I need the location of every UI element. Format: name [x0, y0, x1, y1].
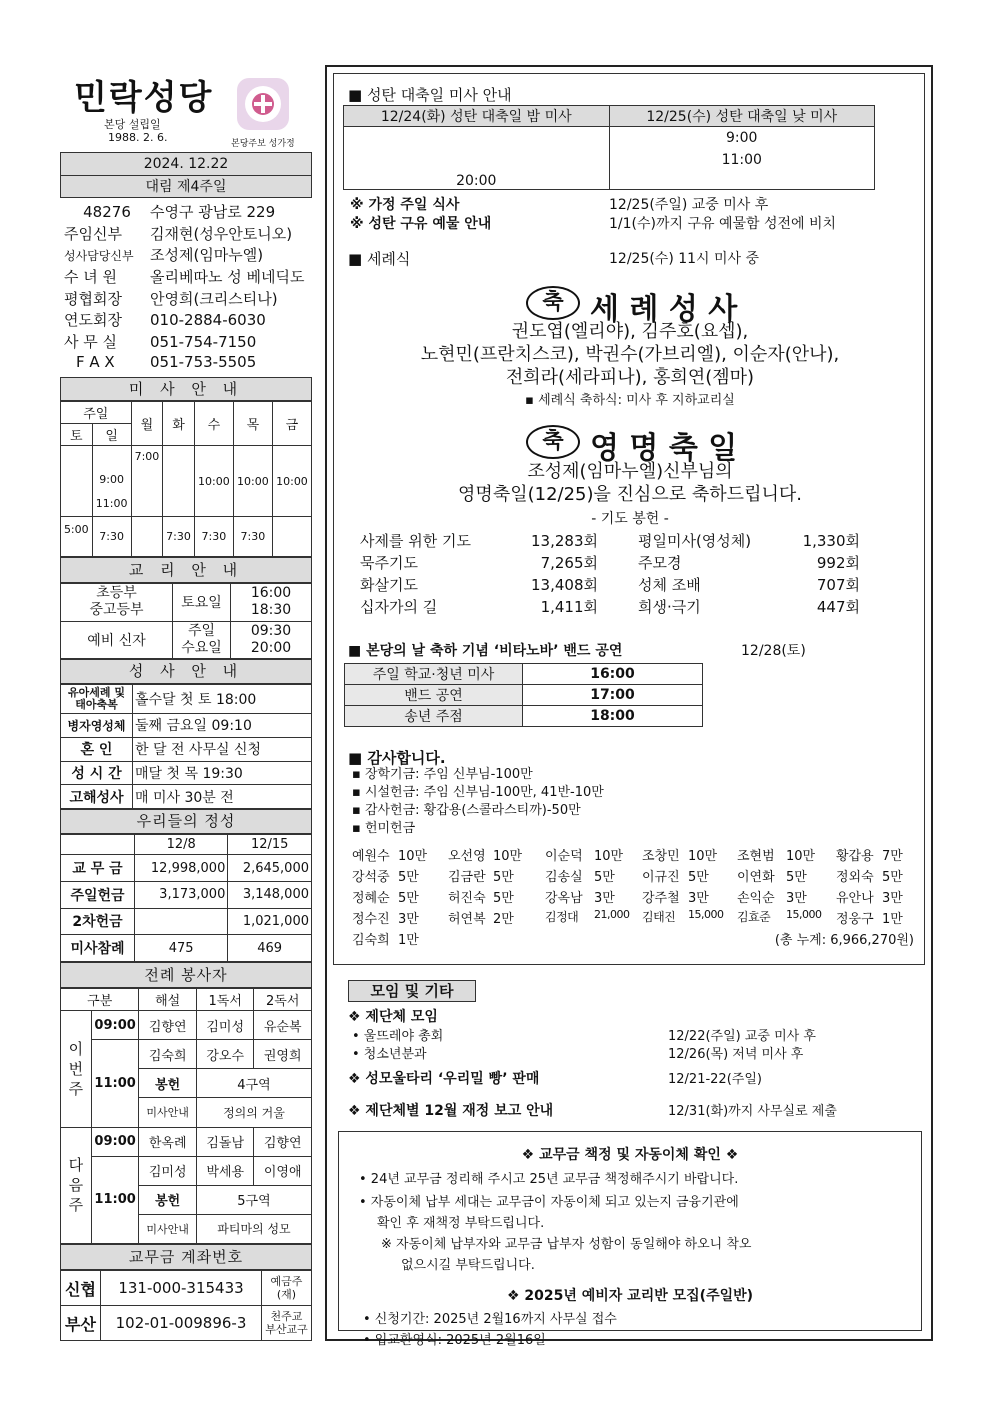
- sacrament-name: 고해성사: [61, 785, 133, 809]
- server-name: 강오수: [196, 1040, 254, 1069]
- mon-mass: 7:00: [131, 446, 163, 516]
- band-event: 밴드 공연: [345, 685, 523, 706]
- offering-type: 주일헌금: [61, 881, 135, 908]
- donor-name: 허연복: [448, 912, 486, 927]
- sat-evening-mass: 5:00: [61, 516, 93, 556]
- donor-name: 김송실: [545, 870, 583, 885]
- donor-name: 손익순: [737, 891, 775, 906]
- band-schedule-table: [344, 663, 703, 727]
- account-owner: 예금주 (재): [262, 1271, 312, 1306]
- servers-table: [60, 988, 312, 1244]
- donor-name: 오선영: [448, 849, 486, 864]
- servers-header: 전례 봉사자: [60, 962, 312, 988]
- account-number: 102-01-009896-3: [101, 1306, 262, 1341]
- server-name: 이영애: [254, 1156, 312, 1185]
- donor-name: 조현범: [737, 849, 775, 864]
- donor-name: 정수진: [352, 912, 390, 927]
- sacrament-name: 혼 인: [61, 737, 133, 761]
- group-meetings-title: ❖ 제단체 모임: [348, 1009, 438, 1025]
- bank-name: 부산: [61, 1306, 101, 1341]
- servers-time: 09:00: [91, 1011, 139, 1040]
- this-week-label: 이 번 주: [61, 1011, 92, 1127]
- finance-report-date: 12/31(화)까지 사무실로 제출: [668, 1104, 837, 1119]
- wed-header: 수: [194, 402, 233, 446]
- info-row: F A X 051-753-5505: [76, 352, 257, 371]
- usher-group: 파티마의 성모: [196, 1214, 311, 1243]
- sacrament-name: 병자영성체: [61, 714, 133, 738]
- baptism-heading: 세 례 성 사: [590, 292, 738, 327]
- catechism-time: 16:00 18:30: [231, 584, 312, 622]
- donor-row: [352, 908, 916, 929]
- sacrament-name: 유아세례 및 태아축복: [61, 685, 133, 714]
- thanks-item: ▪ 시설헌금: 주임 신부님-100만, 41반-10만: [352, 785, 604, 800]
- catechism-group: 예비 신자: [61, 621, 173, 659]
- prayer-offering-label: - 기도 봉헌 -: [591, 511, 669, 527]
- sacrament-detail: 둘째 금요일 09:10: [133, 714, 312, 738]
- donor-amount: 10만: [493, 849, 523, 864]
- catechism-day: 주일 수요일: [173, 621, 231, 659]
- note-family-meal: ※ 가정 주일 식사: [350, 197, 460, 213]
- thu-mass: 10:00: [233, 446, 272, 516]
- donor-name: 김금란: [448, 870, 486, 885]
- donor-amount: 7만: [882, 849, 903, 864]
- baptism-note: ▪ 세례식 축하식: 미사 후 지하교리실: [525, 393, 735, 408]
- info-row: 연도회장 010-2884-6030: [64, 311, 266, 330]
- catechumen-line: • 신청기간: 2025년 2월16까지 사무실 접수: [363, 1312, 617, 1327]
- info-row: 성사담당신부 조성제(임마누엘): [64, 246, 264, 265]
- donor-name: 정외숙: [836, 870, 874, 885]
- band-title: ■ 본당의 날 축하 기념 ‘비타노바’ 밴드 공연: [348, 643, 623, 659]
- account-header: 교무금 계좌번호: [60, 1244, 312, 1270]
- offertory-group: 4구역: [196, 1069, 311, 1098]
- band-time: 17:00: [523, 685, 703, 706]
- donor-amount: 5만: [493, 870, 514, 885]
- catechism-group: 초등부 중고등부: [61, 584, 173, 622]
- donor-amount: 15,000: [688, 908, 724, 921]
- donation-total: (총 누계: 6,966,270원): [774, 933, 914, 948]
- thanks-list: [352, 766, 604, 838]
- tue-evening-mass: 7:30: [163, 516, 195, 556]
- donor-name: 강석중: [352, 870, 390, 885]
- sun-header: 일: [92, 424, 131, 446]
- usher-label: 미사안내: [139, 1214, 197, 1243]
- mon-header: 월: [131, 402, 163, 446]
- meeting-item: • 청소년분과: [352, 1047, 427, 1062]
- info-row: 48276 수영구 광남로 229: [83, 203, 276, 221]
- donor-amount: 5만: [594, 870, 615, 885]
- servers-col: 해설: [139, 989, 197, 1011]
- band-event: 송년 주점: [345, 706, 523, 727]
- note-manger-detail: 1/1(수)까지 구유 예물함 성전에 비치: [609, 216, 837, 232]
- baptism-names-line: 전희라(세라피나), 홍희연(젬마): [505, 367, 755, 388]
- thanks-item: ▪ 헌미헌금: [352, 821, 416, 836]
- server-name: 김미성: [196, 1011, 254, 1040]
- wed-mass: 10:00: [194, 446, 233, 516]
- christmas-day-time: 9:00: [726, 130, 758, 146]
- prayer-row: 화살기도 13,408회 성체 조배 707회: [360, 576, 860, 594]
- fri-mass: 10:00: [272, 446, 311, 516]
- christmas-mass-table: [343, 105, 875, 190]
- sacrament-detail: 한 달 전 사무실 신청: [133, 737, 312, 761]
- tithe-notice-line: • 24년 교무금 정리해 주시고 25년 교무금 책정해주시기 바랍니다.: [359, 1172, 739, 1187]
- tithe-notice-line: ※ 자동이체 납부자와 교무금 납부자 성함이 동일해야 하오니 착오: [381, 1237, 752, 1252]
- offering-amount: [135, 908, 228, 935]
- servers-col: 1독서: [196, 989, 254, 1011]
- offertory-label: 봉헌: [139, 1185, 197, 1214]
- server-name: 김향연: [254, 1127, 312, 1156]
- donor-name: 김효준: [737, 910, 771, 924]
- meeting-item: • 울뜨레야 총회: [352, 1029, 444, 1044]
- baptism-names: [340, 320, 920, 389]
- servers-time: 11:00: [91, 1156, 139, 1243]
- tithe-notice-line: 없으시길 부탁드립니다.: [401, 1258, 535, 1273]
- donor-amount: 5만: [398, 870, 419, 885]
- donor-amount: 5만: [688, 870, 709, 885]
- parish-title: 민락성당: [74, 78, 214, 118]
- donor-row: [352, 929, 916, 950]
- thanks-item: ▪ 장학기금: 주임 신부님-100만: [352, 767, 533, 782]
- band-event: 주일 학교·청년 미사: [345, 664, 523, 685]
- donor-name: 강주철: [642, 891, 680, 906]
- baptism-title: ■ 세례식: [348, 250, 411, 268]
- sunday-header: 주일: [61, 402, 132, 424]
- parish-logo: [235, 76, 291, 132]
- bank-name: 신협: [61, 1271, 101, 1306]
- band-time: 18:00: [523, 706, 703, 727]
- baptism-names-line: 권도엽(엘리야), 김주호(요셉),: [511, 321, 749, 342]
- donor-amount: 5만: [882, 870, 903, 885]
- baptism-time: 12/25(수) 11시 미사 중: [609, 251, 760, 267]
- patron-label: 본당주보 성가정: [231, 139, 295, 149]
- tithe-notice-title: ❖ 교무금 책정 및 자동이체 확인 ❖: [521, 1147, 739, 1163]
- donor-name: 정웅구: [836, 912, 874, 927]
- founded-label: 본당 설립일: [104, 118, 161, 131]
- christmas-eve-header: 12/24(화) 성탄 대축일 밤 미사: [344, 106, 610, 127]
- offering-amount: 1,021,000: [228, 908, 312, 935]
- sacrament-detail: 매달 첫 목 19:30: [133, 761, 312, 785]
- server-name: 유순복: [254, 1011, 312, 1040]
- bulletin-date: 2024. 12.22: [143, 156, 229, 172]
- server-name: 김숙희: [139, 1040, 197, 1069]
- account-number: 131-000-315433: [101, 1271, 262, 1306]
- donor-name: 김정대: [545, 910, 579, 924]
- catechism-day: 토요일: [173, 584, 231, 622]
- servers-time: 09:00: [91, 1127, 139, 1156]
- donor-amount: 10만: [688, 849, 718, 864]
- sat-header: 토: [61, 424, 93, 446]
- founded-date: 1988. 2. 6.: [108, 131, 168, 144]
- donor-name: 이순덕: [545, 849, 583, 864]
- donor-amount: 21,000: [594, 908, 630, 921]
- thu-header: 목: [233, 402, 272, 446]
- info-row: 사 무 실 051-754-7150: [64, 333, 257, 352]
- donor-amount: 1만: [882, 912, 903, 927]
- donor-name: 이규진: [642, 870, 680, 885]
- sacrament-header: 성 사 안 내: [60, 659, 312, 684]
- donor-amount: 10만: [594, 849, 624, 864]
- sacrament-detail: 홀수달 첫 토 18:00: [133, 685, 312, 714]
- offering-type: 미사참례: [61, 935, 135, 962]
- donor-row: [352, 845, 916, 866]
- donor-row: [352, 887, 916, 908]
- server-name: 김돌남: [196, 1127, 254, 1156]
- info-row: 주임신부 김재현(성우안토니오): [64, 224, 293, 243]
- band-time: 16:00: [523, 664, 703, 685]
- donor-name: 예원수: [352, 849, 390, 864]
- note-manger: ※ 성탄 구유 예물 안내: [350, 216, 492, 232]
- server-name: 김미성: [139, 1156, 197, 1185]
- catechism-table: [60, 583, 312, 659]
- offering-type: 2차헌금: [61, 908, 135, 935]
- wed-evening-mass: 7:30: [194, 516, 233, 556]
- donor-amount: 5만: [786, 870, 807, 885]
- donor-name: 허진숙: [448, 891, 486, 906]
- donor-amount: 2만: [493, 912, 514, 927]
- feast-message: [340, 460, 920, 506]
- donor-name: 황갑용: [836, 849, 874, 864]
- account-owner: 천주교 부산교구: [262, 1306, 312, 1341]
- offering-table: [60, 834, 312, 962]
- donor-name: 김태진: [642, 910, 676, 924]
- mass-schedule-header: 미 사 안 내: [60, 377, 312, 401]
- feast-line: 조성제(임마누엘)신부님의: [527, 461, 733, 482]
- meeting-time: 12/26(목) 저녁 미사 후: [668, 1047, 804, 1062]
- offertory-label: 봉헌: [139, 1069, 197, 1098]
- offertory-group: 5구역: [196, 1185, 311, 1214]
- christmas-day-time: 11:00: [721, 152, 762, 168]
- feast-heading: 영 명 축 일: [590, 431, 738, 466]
- tithe-notice-line: • 자동이체 납부 세대는 교무금이 자동이체 되고 있는지 금융기관에: [359, 1195, 739, 1210]
- feast-line: 영명축일(12/25)을 진심으로 축하드립니다.: [458, 484, 802, 505]
- servers-time: 11:00: [91, 1040, 139, 1127]
- next-week-label: 다 음 주: [61, 1127, 92, 1243]
- offering-amount: 3,148,000: [228, 881, 312, 908]
- thanks-item: ▪ 감사헌금: 황갑용(스콜라스티까)-50만: [352, 803, 581, 818]
- donor-amount: 15,000: [786, 908, 822, 921]
- celebrate-badge: 축: [526, 286, 580, 320]
- servers-col: 2독서: [254, 989, 312, 1011]
- offering-date-1: 12/8: [135, 835, 228, 855]
- info-row: 수 녀 원 올리베따노 성 베네딕도: [64, 268, 305, 287]
- offering-amount: 12,998,000: [135, 855, 228, 882]
- catechism-time: 09:30 20:00: [231, 621, 312, 659]
- finance-report-title: ❖ 제단체별 12월 재정 보고 안내: [348, 1103, 554, 1119]
- feast-badge: 축: [526, 425, 580, 459]
- prayer-counts: [360, 530, 870, 618]
- notice-box: [338, 1131, 922, 1348]
- band-date: 12/28(토): [741, 643, 806, 659]
- sacrament-name: 성 시 간: [61, 761, 133, 785]
- info-row: 평협회장 안영희(크리스티나): [64, 289, 278, 308]
- donor-amount: 3만: [594, 891, 615, 906]
- usher-group: 정의의 거울: [196, 1098, 311, 1127]
- donor-amount: 5만: [398, 891, 419, 906]
- tue-header: 화: [163, 402, 195, 446]
- donor-amount: 3만: [398, 912, 419, 927]
- sun-evening-mass: 7:30: [92, 516, 131, 556]
- donor-amount: 3만: [688, 891, 709, 906]
- server-name: 김향연: [139, 1011, 197, 1040]
- christmas-title: ■ 성탄 대축일 미사 안내: [348, 86, 512, 104]
- server-name: 한옥례: [139, 1127, 197, 1156]
- sun-mass-11: 11:00: [95, 496, 128, 510]
- liturgical-week: 대림 제4주일: [61, 175, 311, 198]
- tithe-notice-line: 확인 후 재책정 부탁드립니다.: [377, 1216, 545, 1231]
- offering-header: 우리들의 정성: [60, 809, 312, 834]
- donor-row: [352, 866, 916, 887]
- donor-amount: 3만: [786, 891, 807, 906]
- prayer-row: 묵주기도 7,265회 주모경 992회: [360, 554, 860, 572]
- usher-label: 미사안내: [139, 1098, 197, 1127]
- donor-amount: 10만: [398, 849, 428, 864]
- donor-name: 강옥남: [545, 891, 583, 906]
- catechism-header: 교 리 안 내: [60, 557, 312, 583]
- sacrament-detail: 매 미사 30분 전: [133, 785, 312, 809]
- thanks-title: ■ 감사합니다.: [348, 749, 446, 767]
- catechumen-line: • 입교환영식: 2025년 2월16일: [363, 1333, 546, 1348]
- parish-info: [64, 201, 314, 375]
- offering-amount: 475: [135, 935, 228, 962]
- donor-name: 유안나: [836, 891, 874, 906]
- offering-amount: 469: [228, 935, 312, 962]
- offering-amount: 3,173,000: [135, 881, 228, 908]
- fri-header: 금: [272, 402, 311, 446]
- catechumen-title: ❖ 2025년 예비자 교리반 모집(주일반): [506, 1288, 754, 1304]
- donor-amount: 3만: [882, 891, 903, 906]
- christmas-day-header: 12/25(수) 성탄 대축일 낮 미사: [609, 106, 875, 127]
- donor-name: 이연화: [737, 870, 775, 885]
- donor-name: 정혜순: [352, 891, 390, 906]
- thu-evening-mass: 7:30: [233, 516, 272, 556]
- baptism-names-line: 노현민(프란치스코), 박권수(가브리엘), 이순자(안나),: [420, 344, 840, 365]
- donor-amount: 5만: [493, 891, 514, 906]
- date-box: [60, 152, 312, 198]
- sacrament-table: [60, 684, 312, 809]
- sun-mass-9: 9:00: [99, 472, 124, 486]
- bread-sale-date: 12/21-22(주일): [668, 1072, 762, 1087]
- account-table: [60, 1270, 312, 1341]
- server-name: 권영희: [254, 1040, 312, 1069]
- prayer-row: 십자가의 길 1,411회 희생·극기 447회: [360, 598, 860, 616]
- donor-amount: 10만: [786, 849, 816, 864]
- offering-date-2: 12/15: [228, 835, 312, 855]
- server-name: 박세용: [196, 1156, 254, 1185]
- donor-entry: 김숙희 1만: [352, 933, 419, 948]
- offering-type: 교 무 금: [61, 855, 135, 882]
- offering-amount: 2,645,000: [228, 855, 312, 882]
- rice-donors: [352, 845, 916, 950]
- servers-col: 구분: [61, 989, 139, 1011]
- donor-name: 조창민: [642, 849, 680, 864]
- meetings-header: 모임 및 기타: [348, 980, 476, 1002]
- bread-sale-title: ❖ 성모울타리 ‘우리밀 빵’ 판매: [348, 1071, 540, 1087]
- christmas-eve-time: 20:00: [344, 127, 610, 190]
- mass-schedule-table: [60, 401, 312, 557]
- note-family-meal-detail: 12/25(주일) 교중 미사 후: [609, 197, 769, 213]
- meeting-time: 12/22(주일) 교중 미사 후: [668, 1029, 816, 1044]
- prayer-row: 사제를 위한 기도 13,283회 평일미사(영성체) 1,330회: [360, 532, 860, 550]
